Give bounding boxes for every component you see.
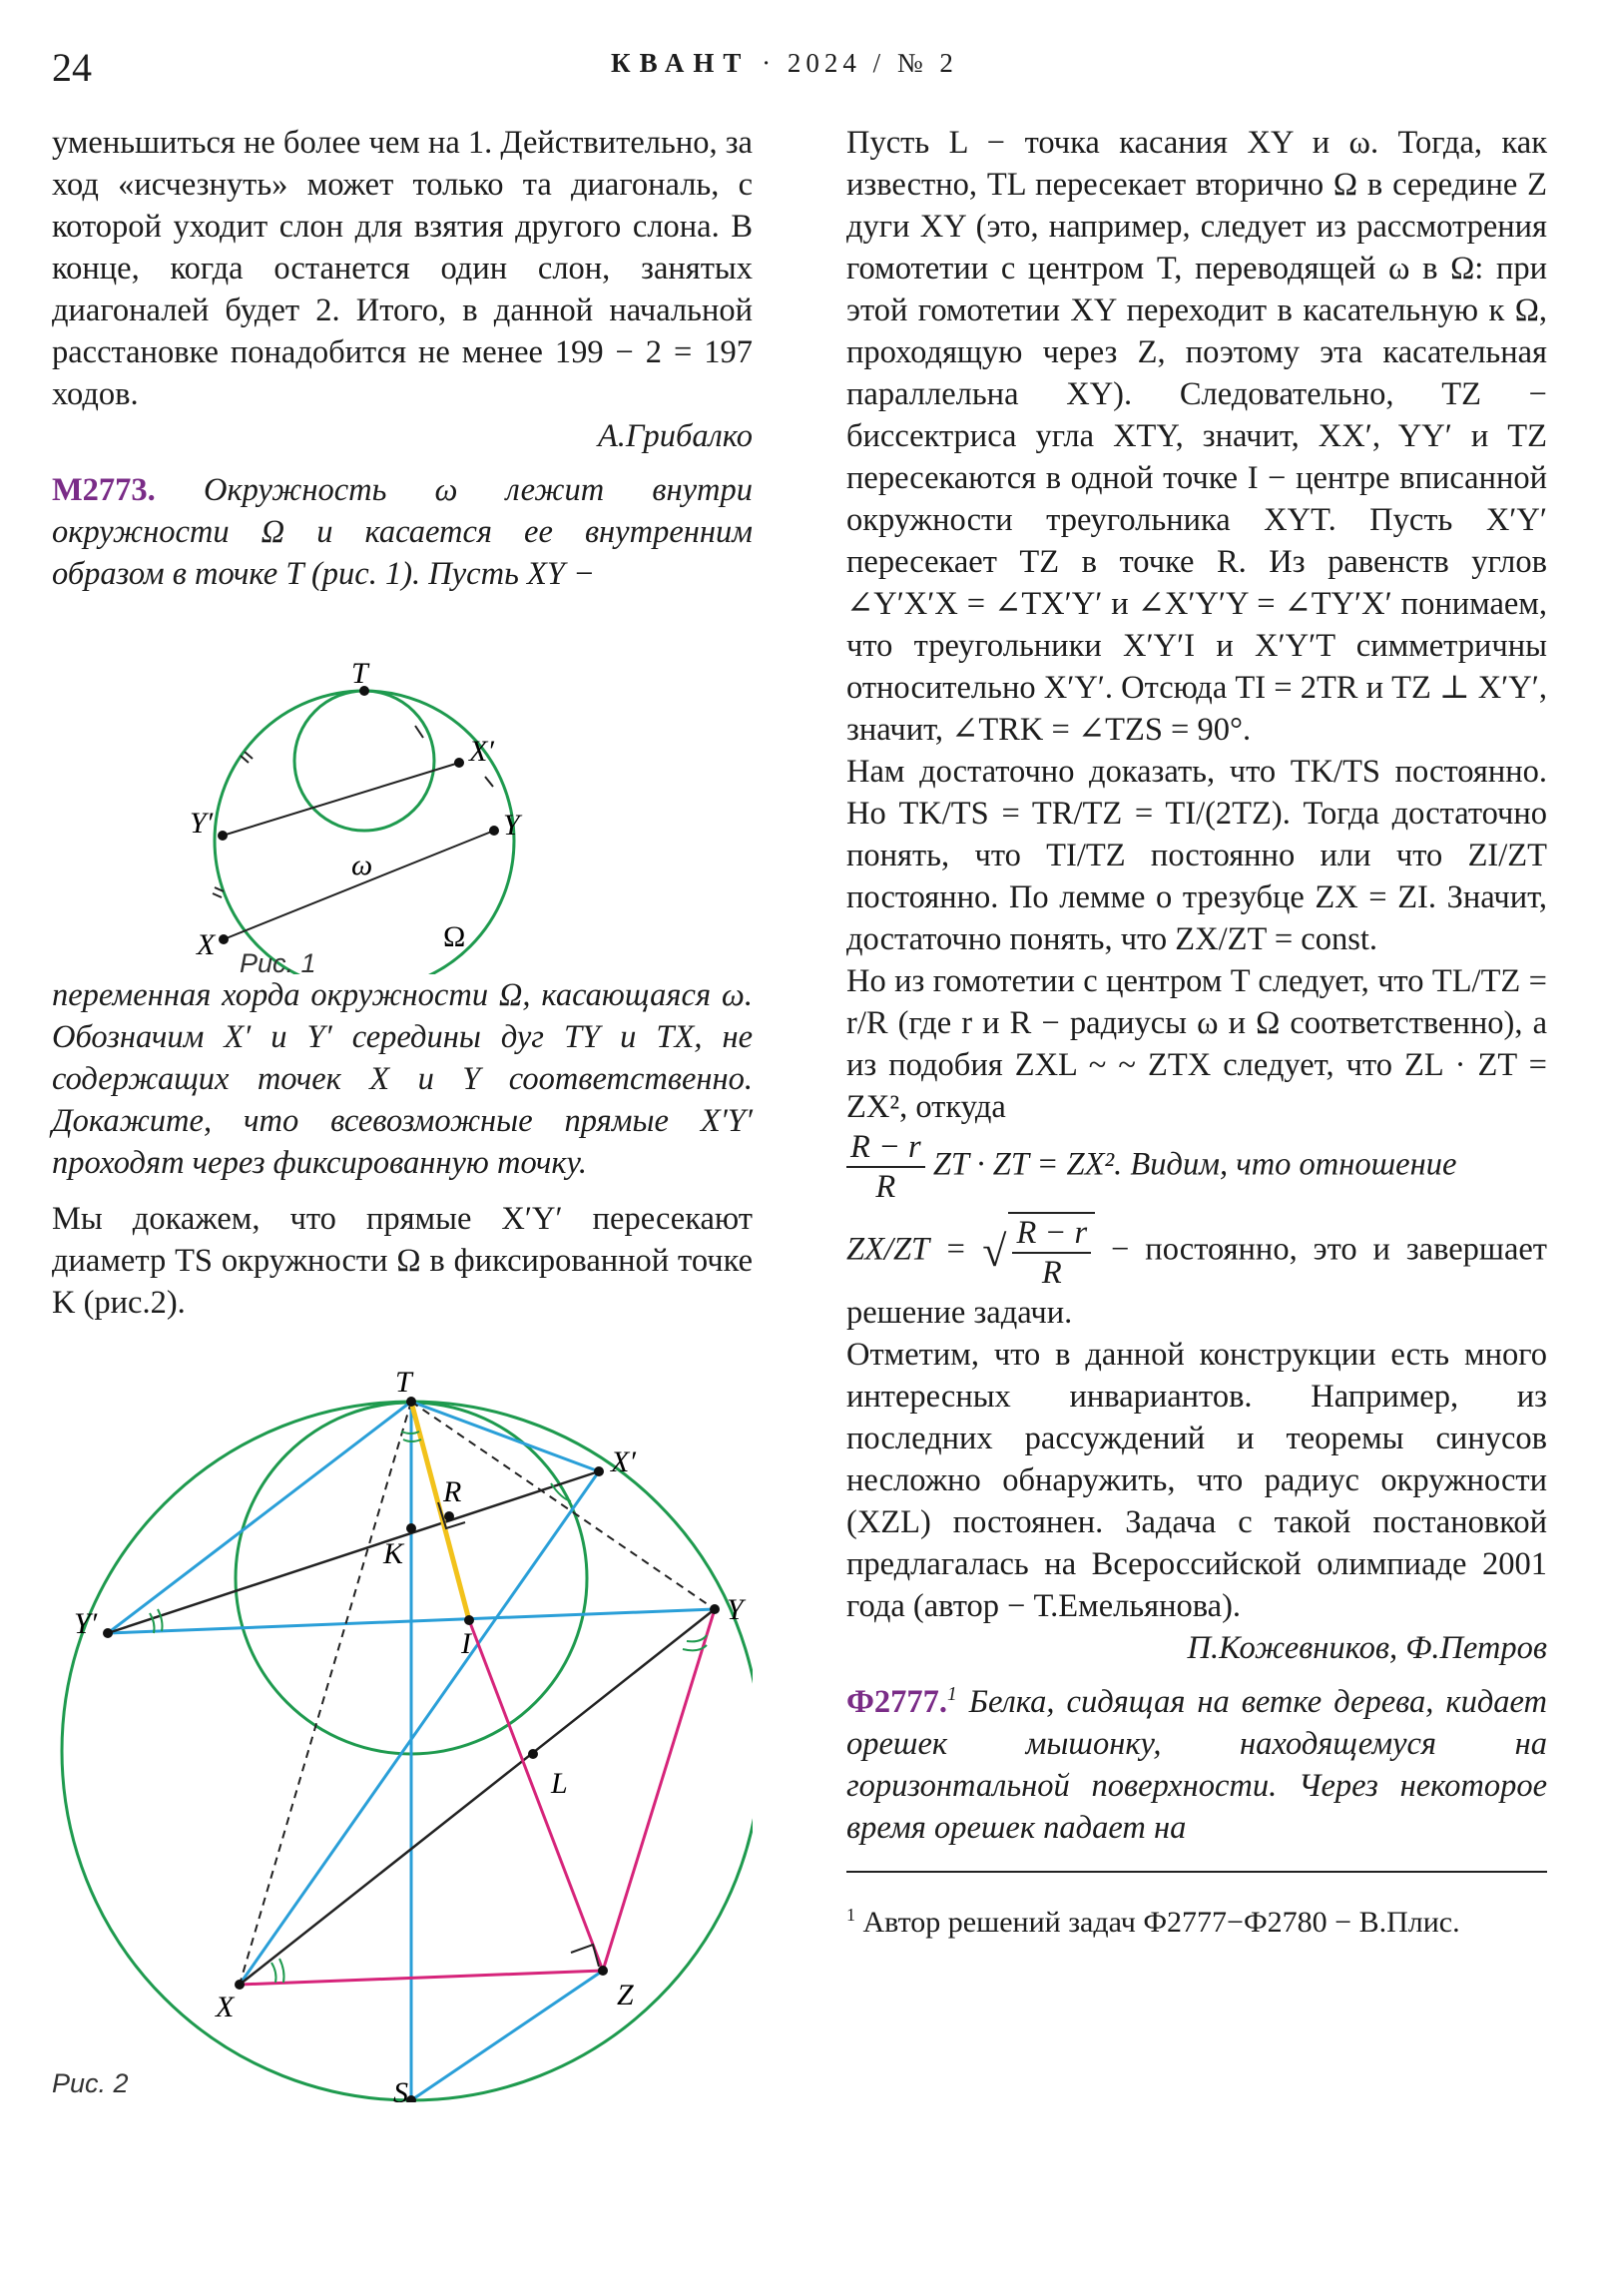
figure-1-diagram (52, 595, 753, 974)
footnote-mark: 1 (846, 1905, 855, 1925)
right-angle-mark (571, 1945, 599, 1967)
paragraph-right-4: Отметим, что в данной конструкции есть много интересных инвариантов. Например, из последних рассуждений и теоремы синусов несложно обнаружить, что радиус окружности (XZL) постоянен. Задача с такой постановкой предлагалась на Всероссийской олимпиаде 2001 года (автор − Т.Емельянова). (846, 1337, 1547, 1624)
point-z (598, 1966, 608, 1976)
label-y: Y (727, 1593, 744, 1626)
segment-yp-xp (108, 1471, 599, 1633)
point-x (219, 934, 229, 944)
segment-x-y (240, 1609, 715, 1985)
footnote-text: Автор решений задач Ф2777−Ф2780 − В.Плис. (862, 1906, 1460, 1939)
footnote (846, 1903, 1547, 1943)
segment-t-xp (411, 1402, 599, 1471)
right-column (846, 122, 1547, 1973)
label-xp: X′ (469, 735, 494, 768)
segment-x-z (240, 1971, 603, 1985)
point-l (528, 1749, 538, 1759)
page-number: 24 (52, 45, 92, 90)
tick-mark (485, 777, 493, 787)
fraction-root-numerator: R − r (1012, 1214, 1091, 1254)
journal-name: КВАНТ (611, 48, 751, 78)
figure-2 (52, 1324, 753, 2102)
label-r: R (443, 1475, 462, 1508)
label-x: X (216, 1991, 235, 2023)
square-root (1008, 1212, 1095, 1292)
label-l: L (551, 1767, 568, 1800)
circle-omega-big (215, 691, 514, 974)
signature-gribalko: А.Грибалко (597, 418, 753, 454)
journal-issue: · 2024 / № 2 (762, 48, 958, 78)
page-header (0, 40, 1597, 90)
label-t: T (351, 657, 368, 690)
formula-line-1 (846, 1128, 1547, 1206)
tick-mark (213, 893, 222, 897)
label-yp: Y′ (74, 1607, 98, 1640)
point-y (710, 1604, 720, 1614)
figure-1-caption: Рис. 1 (240, 948, 316, 978)
segment-x-xp (240, 1471, 599, 1985)
point-x (235, 1980, 245, 1990)
figure-1 (52, 595, 753, 978)
tick-mark (415, 726, 423, 738)
segment-t-x-dashed (240, 1402, 411, 1985)
problem-id-m2773: М2773. (52, 472, 156, 508)
point-r (444, 1511, 454, 1521)
journal-title (611, 48, 958, 79)
label-k: K (383, 1537, 404, 1570)
label-i: I (461, 1627, 471, 1660)
label-omega-big: Ω (443, 920, 466, 953)
fraction-root (1012, 1214, 1091, 1292)
fraction-root-denominator: R (1041, 1255, 1062, 1291)
footnote-ref: 1 (947, 1684, 957, 1706)
circle-omega-big (62, 1402, 753, 2100)
paragraph-right-1: Пусть L − точка касания XY и ω. Тогда, как известно, TL пересекает вторично Ω в середине Z дуги XY (это, например, следует из рассмотрения гомотетии с центром T, переводящей ω в Ω: при этой гомотетии XY переходит в касательную к Ω, проходящую через Z, поэтому эта касательная параллельна XY). Следовательно, TZ − биссектриса угла XTY, значит, XX′, YY′ и TZ пересекаются в одной точке I − центре вписанной окружности треугольника XYT. Пусть X′Y′ пересекает TZ в точке R. Из равенств углов ∠Y′X′X = ∠TX′Y′ и ∠X′Y′Y = ∠TY′X′ понимаем, что треугольники X′Y′I и X′Y′T симметричны относительно X′Y′. Отсюда TI = 2TR и TZ ⊥ X′Y′, значит, ∠TRK = ∠TZS = 90°. (846, 125, 1547, 748)
point-yp (103, 1628, 113, 1638)
signature-kozhevnikov-petrov: П.Кожевников, Ф.Петров (1187, 1630, 1547, 1666)
formula-lhs: ZX/ZT = (846, 1231, 967, 1268)
tick-mark (245, 752, 253, 759)
circle-omega-small (294, 691, 434, 831)
formula-text-2: − постоянно, это и завершает решение задачи. (846, 1231, 1547, 1331)
point-y (489, 826, 499, 836)
label-x: X (197, 928, 216, 961)
fraction (846, 1128, 925, 1206)
label-omega-small: ω (351, 849, 373, 881)
footnote-divider (846, 1871, 1547, 1873)
paragraph-left-1: уменьшиться не более чем на 1. Действительно, за ход «исчезнуть» может только та диагональ, с которой уходит слон для взятия другого слона. В конце, когда останется один слон, занятых диагоналей будет 2. Итого, в данной начальной расстановке понадобится не менее 199 − 2 = 197 ходов. (52, 125, 753, 412)
label-yp: Y′ (190, 807, 214, 840)
point-i (464, 1615, 474, 1625)
segment-z-s (411, 1971, 603, 2100)
angle-arc (271, 1963, 276, 1983)
label-t: T (395, 1366, 412, 1399)
paragraph-right-3: Но из гомотетии с центром T следует, что TL/TZ = r/R (где r и R − радиусы ω и Ω соответственно), а из подобия ZXL ~ ~ ZTX следует, что ZL · ZT = ZX², откуда (846, 963, 1547, 1125)
label-s: S (393, 2076, 408, 2102)
fraction-numerator: R − r (846, 1128, 925, 1168)
label-xp: X′ (611, 1445, 636, 1478)
angle-arc (158, 1609, 163, 1631)
formula-line-2: ZX/ZT = √ $\frac{R - r}{R}$ − постоянно, это и завершает решение задачи. (846, 1212, 1547, 1334)
point-xp (594, 1466, 604, 1476)
figure-2-diagram (52, 1324, 753, 2102)
segment-z-y (603, 1609, 715, 1971)
problem-id-f2777: Ф2777. (846, 1684, 948, 1720)
figure-2-caption: Рис. 2 (52, 2068, 129, 2098)
problem-f2777-text: Белка, сидящая на ветке дерева, кидает орешек мышонку, находящемуся на горизонтальной поверхности. Через некоторое время орешек падает на (846, 1684, 1547, 1846)
fraction-denominator: R (875, 1169, 896, 1205)
left-column (52, 122, 753, 2102)
label-y: Y (503, 809, 520, 842)
problem-m2773-text-a: Окружность ω лежит внутри окружности Ω и касается ее внутренним образом в точке T (рис. 1). Пусть XY − (52, 472, 753, 592)
segment-i-z (469, 1620, 603, 1971)
paragraph-left-2: Мы докажем, что прямые X′Y′ пересекают диаметр TS окружности Ω в фиксированной точке K (рис.2). (52, 1201, 753, 1321)
point-yp (218, 831, 228, 841)
problem-m2773-b: переменная хорда окружности Ω, касающаяся ω. Обозначим X′ и Y′ середины дуг TY и TX, не содержащих точек X и Y соответственно. Докажите, что всевозможные прямые X′Y′ проходят через фиксированную точку. (52, 977, 753, 1181)
problem-m2773-a (52, 469, 753, 595)
label-z: Z (617, 1979, 634, 2011)
angle-arc (279, 1959, 284, 1983)
paragraph-right-2: Нам достаточно доказать, что TK/TS постоянно. Но TK/TS = TR/TZ = TI/(2TZ). Тогда достаточно понять, что TI/TZ постоянно или что ZI/ZT постоянно. По лемме о трезубце ZX = ZI. Значит, достаточно понять, что ZX/ZT = const. (846, 754, 1547, 957)
tick-mark (241, 756, 249, 763)
point-xp (454, 758, 464, 768)
problem-f2777 (846, 1681, 1547, 1849)
point-k (406, 1523, 416, 1533)
formula-text-1: ZT · ZT = ZX². Видим, что отношение (932, 1146, 1457, 1183)
